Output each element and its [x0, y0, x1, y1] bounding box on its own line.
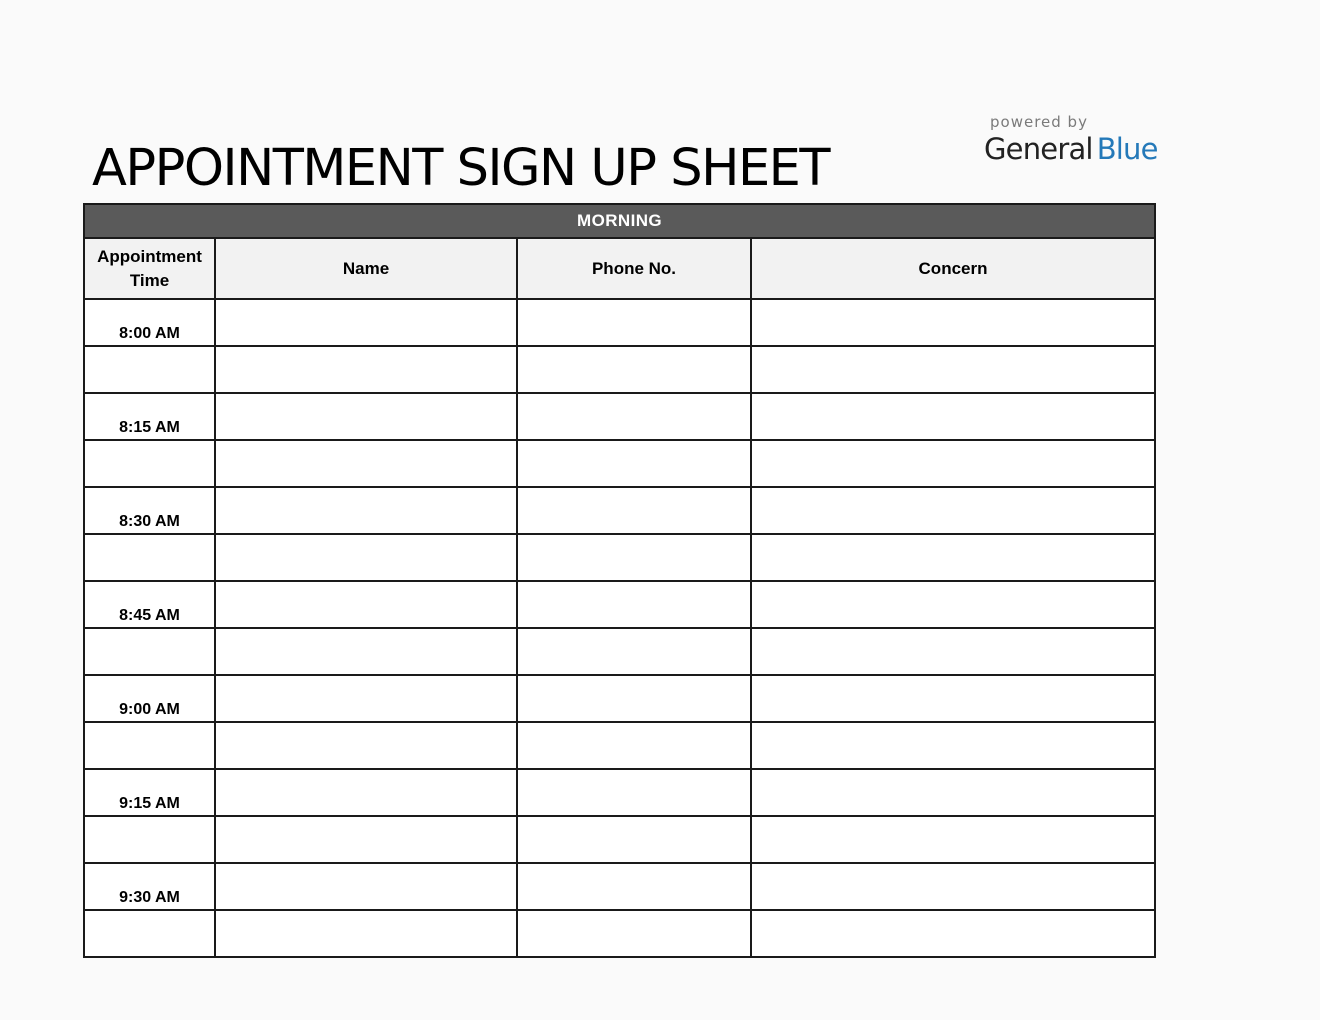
concern-cell[interactable] — [751, 769, 1155, 816]
phone-cell[interactable] — [517, 346, 751, 393]
name-cell[interactable] — [215, 346, 517, 393]
name-cell[interactable] — [215, 299, 517, 346]
page-title: APPOINTMENT SIGN UP SHEET — [92, 139, 830, 199]
phone-cell[interactable] — [517, 487, 751, 534]
table-row — [84, 440, 1155, 487]
name-cell[interactable] — [215, 863, 517, 910]
phone-cell[interactable] — [517, 534, 751, 581]
powered-by-label: powered by — [990, 113, 1088, 131]
time-cell: 9:15 AM — [84, 769, 215, 816]
concern-cell[interactable] — [751, 816, 1155, 863]
table-body — [84, 299, 1155, 957]
name-cell[interactable] — [215, 393, 517, 440]
name-cell[interactable] — [215, 910, 517, 957]
name-cell[interactable] — [215, 628, 517, 675]
phone-cell[interactable] — [517, 863, 751, 910]
time-cell: 9:00 AM — [84, 675, 215, 722]
concern-cell[interactable] — [751, 487, 1155, 534]
name-cell[interactable] — [215, 769, 517, 816]
name-cell[interactable] — [215, 440, 517, 487]
time-cell — [84, 628, 215, 675]
time-cell: 8:15 AM — [84, 393, 215, 440]
phone-cell[interactable] — [517, 910, 751, 957]
concern-cell[interactable] — [751, 675, 1155, 722]
table-row — [84, 910, 1155, 957]
table-row — [84, 628, 1155, 675]
concern-cell[interactable] — [751, 910, 1155, 957]
column-header-concern: Concern — [751, 238, 1155, 299]
time-cell — [84, 816, 215, 863]
concern-cell[interactable] — [751, 534, 1155, 581]
concern-cell[interactable] — [751, 440, 1155, 487]
column-header-name: Name — [215, 238, 517, 299]
table-row — [84, 769, 1155, 816]
phone-cell[interactable] — [517, 675, 751, 722]
time-cell — [84, 440, 215, 487]
time-cell — [84, 534, 215, 581]
table-row — [84, 534, 1155, 581]
time-cell — [84, 722, 215, 769]
concern-cell[interactable] — [751, 581, 1155, 628]
time-cell: 8:30 AM — [84, 487, 215, 534]
concern-cell[interactable] — [751, 346, 1155, 393]
phone-cell[interactable] — [517, 299, 751, 346]
concern-cell[interactable] — [751, 722, 1155, 769]
brand-name-general: General — [984, 132, 1093, 166]
brand-name — [984, 132, 1164, 166]
table-row — [84, 299, 1155, 346]
phone-cell[interactable] — [517, 816, 751, 863]
concern-cell[interactable] — [751, 863, 1155, 910]
name-cell[interactable] — [215, 722, 517, 769]
name-cell[interactable] — [215, 581, 517, 628]
table-row — [84, 487, 1155, 534]
concern-cell[interactable] — [751, 628, 1155, 675]
name-cell[interactable] — [215, 675, 517, 722]
table-row — [84, 393, 1155, 440]
time-cell: 8:00 AM — [84, 299, 215, 346]
name-cell[interactable] — [215, 534, 517, 581]
time-cell — [84, 346, 215, 393]
name-cell[interactable] — [215, 816, 517, 863]
table-row — [84, 581, 1155, 628]
phone-cell[interactable] — [517, 628, 751, 675]
brand-name-blue: Blue — [1096, 132, 1158, 166]
concern-cell[interactable] — [751, 393, 1155, 440]
concern-cell[interactable] — [751, 299, 1155, 346]
time-cell: 9:30 AM — [84, 863, 215, 910]
appointment-table — [83, 203, 1156, 958]
phone-cell[interactable] — [517, 393, 751, 440]
table-row — [84, 346, 1155, 393]
table-row — [84, 863, 1155, 910]
table-row — [84, 816, 1155, 863]
phone-cell[interactable] — [517, 722, 751, 769]
time-cell — [84, 910, 215, 957]
table-row — [84, 722, 1155, 769]
column-header-appointment-time: Appointment Time — [84, 238, 215, 299]
brand-logo — [984, 112, 1164, 166]
column-header-phone: Phone No. — [517, 238, 751, 299]
name-cell[interactable] — [215, 487, 517, 534]
phone-cell[interactable] — [517, 581, 751, 628]
table-row — [84, 675, 1155, 722]
phone-cell[interactable] — [517, 769, 751, 816]
phone-cell[interactable] — [517, 440, 751, 487]
time-cell: 8:45 AM — [84, 581, 215, 628]
section-header-morning: MORNING — [84, 204, 1155, 238]
